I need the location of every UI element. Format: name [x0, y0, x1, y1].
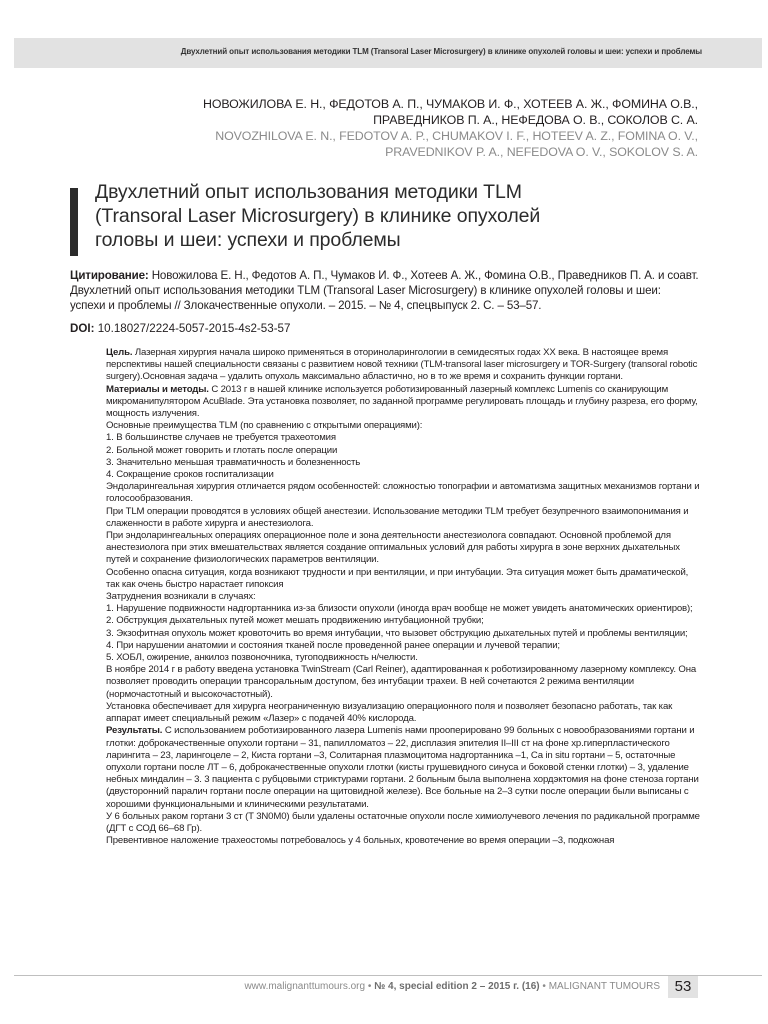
title-line1: Двухлетний опыт использования методики TLM [95, 181, 522, 203]
methods-text: С 2013 г в нашей клинике используется роботизированный лазерный комплекс Lumenis со сканирующим микроманипулятором AcuBlade. Эта установка позволяет, по заданной программе регулировать площадь и глубину разреза, его форму, мощность излучения. [106, 383, 698, 420]
difficulty-1: 1. Нарушение подвижности надгортанника из-за близости опухоли (иногда врач вообще не может увидеть анатомических ориентиров); [106, 603, 693, 615]
footer-site-link[interactable]: www.malignanttumours.org [244, 981, 366, 992]
paragraph-laryngeal-cancer: У 6 больных раком гортани 3 ст (T 3N0M0) были удалены остаточные опухоли после химиолучевого лечения по радикальной программе (ДГТ с СОД 66–68 Гр). [106, 810, 700, 834]
authors-en-line1: NOVOZHILOVA E. N., FEDOTOV A. P., CHUMAKOV I. F., HOTEEV A. Z., FOMINA O. V., [215, 129, 698, 143]
citation-text3: успехи и проблемы // Злокачественные опухоли. – 2015. – № 4, спецвыпуск 2. С. – 53–57. [70, 299, 542, 312]
citation-block [70, 268, 710, 313]
advantages-intro: Основные преимущества TLM (по сравнению с открытыми операциями): [106, 420, 423, 432]
citation-label: Цитирование: [70, 269, 149, 282]
paragraph-twinstream: В ноябре 2014 г в работу введена установка TwinStream (Carl Reiner), адаптированная к роботизированному лазерному комплексу. Она позволяет проводить операции трансоральным доступом, без интубации трахеи. В ней сочетаются 2 режима вентиляции (нормочастотный и высокочастотный). [106, 664, 697, 700]
methods-label: Материалы и методы. [106, 383, 209, 395]
difficulty-4: 4. При нарушении анатомии и состояния тканей после проведенной ранее операции и лучевой терапии; [106, 639, 560, 651]
paragraph-operative-field: При эндоларингеальных операциях операционное поле и зона деятельности анестезиолога совпадают. Основной проблемой для анестезиолога при этих вмешательствах является создание оптимальных условий для работы хирурга в зоне верхних дыхательных путей и сохранение физиологических параметров вентиляции. [106, 530, 680, 566]
doi-line [70, 321, 290, 336]
paragraph-danger: Особенно опасна ситуация, когда возникают трудности и при вентиляции, и при интубации. Эта ситуация может быть драматической, так как очень быстро нарастает гипоксия [106, 566, 689, 590]
authors-ru-line1: НОВОЖИЛОВА Е. Н., ФЕДОТОВ А. П., ЧУМАКОВ И. Ф., ХОТЕЕВ А. Ж., ФОМИНА О.В., [202, 97, 698, 111]
advantage-4: 4. Сокращение сроков госпитализации [106, 469, 274, 481]
abstract-methods [106, 384, 702, 421]
citation-text1: Новожилова Е. Н., Федотов А. П., Чумаков И. Ф., Хотеев А. Ж., Фомина О.В., Праведников П. А. и соавт. [148, 269, 699, 282]
difficulty-2: 2. Обструкция дыхательных путей может мешать продвижению интубационной трубки; [106, 615, 484, 627]
paragraph-visualization: Установка обеспечивает для хирурга неограниченную визуализацию операционного поля и позволяет безопасно работать, так как аппарат имеет специальный режим «Лазер» с подачей 40% кислорода. [106, 700, 673, 725]
article-title [95, 180, 715, 252]
aim-label: Цель. [106, 347, 133, 358]
difficulty-5: 5. ХОБЛ, ожирение, анкилоз позвоночника, тугоподвижность н/челюсти. [106, 652, 418, 664]
title-accent-bar [70, 188, 78, 256]
aim-text: Лазерная хирургия начала широко применяться в оториноларингологии в семидесятых годах XX века. В настоящее время перспективы нашей специальности связаны с развитием новой техники (TLM-transoral laser microsurgery и TOR-Surgery (transoral robotic surgery).Основная задача – удалить опухоль максимально абластично, но в то же время и сохранить функции гортани. [106, 347, 698, 383]
difficulties-intro: Затруднения возникали в случаях: [106, 591, 256, 603]
footer-separator-1: • [365, 981, 375, 992]
doi-link[interactable]: 10.18027/2224-5057-2015-4s2-53-57 [94, 322, 291, 335]
advantage-3: 3. Значительно меньшая травматичность и болезненность [106, 456, 361, 468]
footer-journal: MALIGNANT TUMOURS [548, 981, 660, 992]
footer-issue: № 4, special edition 2 – 2015 г. (16) [374, 981, 540, 992]
authors-block [203, 96, 698, 160]
footer-divider [14, 975, 762, 976]
abstract [106, 347, 702, 847]
page-number: 53 [668, 976, 698, 998]
results-text: С использованием роботизированного лазера Lumenis нами прооперировано 99 больных с новообразованиями гортани и глотки: доброкачественные опухоли гортани – 31, папилломатоз – 22, дисплазия эпителия II–III ст на фоне хр.гиперпластического ларингита – 23, ларингоцеле – 2, Киста гортани –3, Солитарная плазмоцитома надгортанника –1, Ca in situ гортани – 5, остаточные опухоли гортани после ЛТ – 6, доброкачественные опухоли глотки (кисты грушевидного синуса и боковой стенки глотки) – 3, удаление небных миндалин – 3. 3 пациента с рубцовыми стриктурами гортани. 2 больным была выполнена хордэктомия на фоне стеноза гортани (двусторонний паралич гортани после операции на щитовидной железе). Все больные на 2–3 сутки после операции были выписаны с хорошими функциональными и клиническими результатами. [106, 725, 699, 810]
paragraph-tracheostomy: Превентивное наложение трахеостомы потребовалось у 4 больных, кровотечение во время операции –3, подкожная [106, 835, 615, 847]
authors-ru-line2: ПРАВЕДНИКОВ П. А., НЕФЕДОВА О. В., СОКОЛОВ С. А. [373, 113, 698, 127]
footer-separator-2: • [539, 981, 549, 992]
difficulty-3: 3. Экзофитная опухоль может кровоточить во время интубации, что вызовет обструкцию дыхательных путей и проблемы вентиляции; [106, 627, 688, 639]
abstract-aim [106, 347, 702, 384]
paragraph-endolaryngeal: Эндоларингеальная хирургия отличается рядом особенностей: сложностью топографии и автоматизма защитных механизмов гортани и голосообразования. [106, 481, 700, 505]
advantage-1: 1. В большинстве случаев не требуется трахеотомия [106, 432, 336, 444]
running-header: Двухлетний опыт использования методики TLM (Transoral Laser Microsurgery) в клинике опухолей головы и шеи: успехи и проблемы [180, 47, 702, 56]
results-label: Результаты. [106, 725, 163, 737]
abstract-results [106, 725, 702, 810]
advantage-2: 2. Больной может говорить и глотать после операции [106, 444, 338, 456]
authors-en-line2: PRAVEDNIKOV P. A., NEFEDOVA O. V., SOKOLOV S. A. [385, 145, 698, 159]
title-line2: (Transoral Laser Microsurgery) в клинике опухолей [95, 205, 541, 227]
footer [244, 981, 660, 992]
citation-text2: Двухлетний опыт использования методики TLM (Transoral Laser Microsurgery) в клинике опухолей головы и шеи: [70, 284, 661, 297]
title-line3: головы и шеи: успехи и проблемы [95, 229, 401, 251]
paragraph-anesthesia: При TLM операции проводятся в условиях общей анестезии. Использование методики TLM требует безупречного взаимопонимания и слаженности в работе хирурга и анестезиолога. [106, 505, 689, 529]
doi-label: DOI: [70, 322, 95, 335]
